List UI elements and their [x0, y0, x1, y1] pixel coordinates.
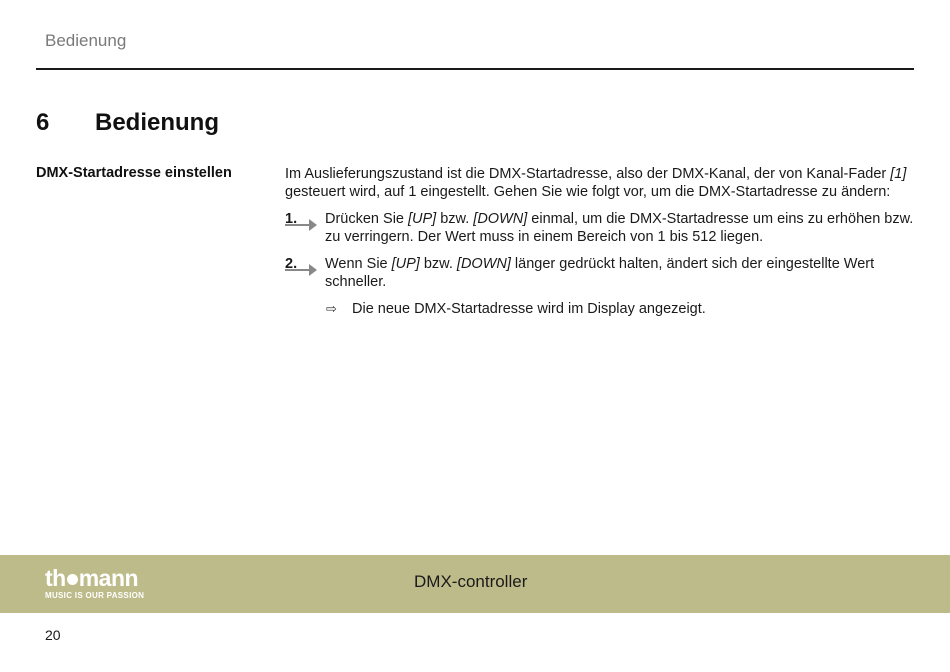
- section-body: [285, 165, 917, 318]
- result-text: Die neue DMX-Startadresse wird im Display angezeigt.: [352, 301, 706, 317]
- result-item: [285, 300, 917, 318]
- product-name: DMX-controller: [414, 572, 528, 591]
- chapter-heading: [36, 109, 219, 137]
- step-text: Drücken Sie [UP] bzw. [DOWN] einmal, um die DMX-Startadresse um eins zu erhöhen bzw. zu verringern. Der Wert muss in einem Bereich von 1 bis 512 liegen.: [325, 211, 914, 245]
- thomann-logo: [45, 567, 144, 600]
- step-number: 1.: [285, 211, 298, 227]
- chapter-number: 6: [36, 109, 50, 136]
- section-side-label: DMX-Startadresse einstellen: [36, 165, 232, 181]
- footer-band: [0, 555, 950, 613]
- step-arrow-icon: [285, 262, 319, 276]
- fader-reference: [1]: [890, 166, 907, 182]
- key-down: [DOWN]: [456, 256, 511, 272]
- header-rule: [36, 68, 914, 70]
- key-down: [DOWN]: [473, 211, 528, 227]
- page-number: 20: [45, 627, 61, 643]
- step-item: [285, 255, 917, 291]
- intro-paragraph: Im Auslieferungszustand ist die DMX-Startadresse, also der DMX-Kanal, der von Kanal-Fader [1] gesteuert wird, auf 1 eingestellt. Gehen Sie wie folgt vor, um die DMX-Startadresse zu ändern:: [285, 166, 907, 200]
- logo-wordmark: th mann: [45, 565, 139, 591]
- step-arrow-icon: [285, 217, 319, 231]
- logo-dot-icon: [67, 574, 78, 585]
- key-up: [UP]: [391, 256, 420, 272]
- key-up: [UP]: [408, 211, 437, 227]
- result-arrow-icon: ⇨: [326, 301, 337, 316]
- step-item: [285, 210, 917, 246]
- chapter-title: Bedienung: [95, 109, 219, 136]
- running-head: Bedienung: [45, 31, 127, 50]
- logo-tagline: MUSIC IS OUR PASSION: [45, 591, 145, 600]
- step-text: Wenn Sie [UP] bzw. [DOWN] länger gedrückt halten, ändert sich der eingestellte Wert schneller.: [325, 256, 875, 290]
- step-number: 2.: [285, 256, 298, 272]
